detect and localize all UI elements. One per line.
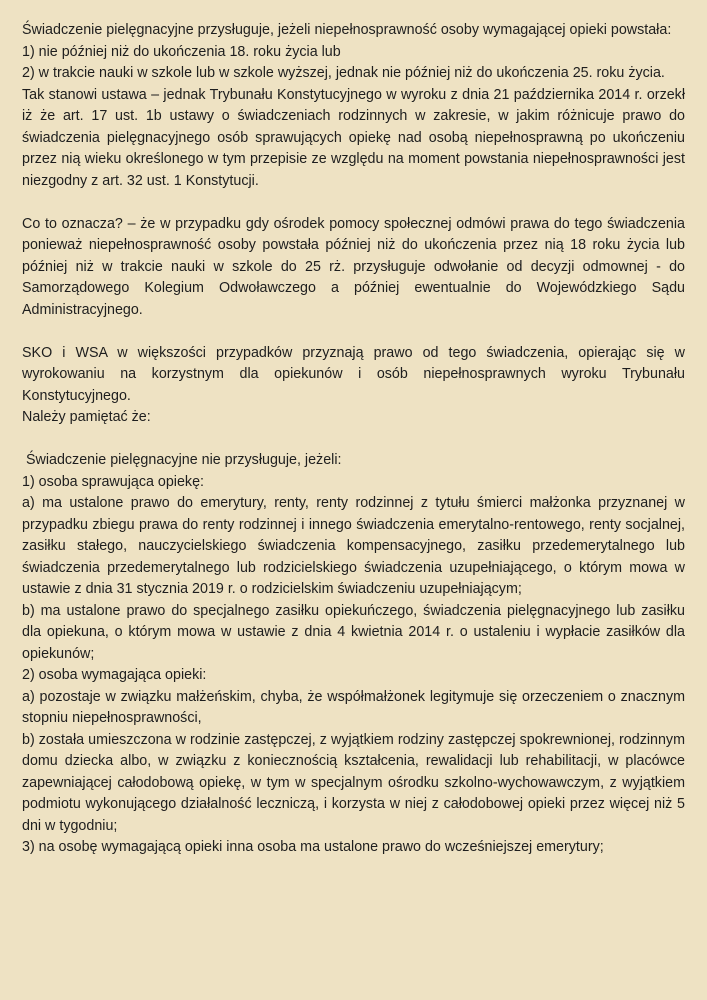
section4-item-3: 3) na osobę wymagającą opieki inna osoba ma ustalone prawo do wcześniejszej emerytury; [22, 839, 604, 855]
section1-ruling: Tak stanowi ustawa – jednak Trybunału Konstytucyjnego w wyroku z dnia 21 października 2014 r. orzekł iż że art. 17 ust. 1b ustawy o świadczeniach rodzinnych w zakresie, w jakim różnicuje prawo do świadczenia pielęgnacyjnego osób sprawujących opiekę nad osobą niepełnosprawną po ukończeniu przez nią wieku określonego w tym przepisie ze względu na moment powstania niepełnosprawności jest niezgodny z art. 32 ust. 1 Konstytucji. [22, 86, 685, 189]
section4-item-1b: b) ma ustalone prawo do specjalnego zasiłku opiekuńczego, świadczenia pielęgnacyjnego lub zasiłku dla opiekuna, o którym mowa w ustawie z dnia 4 kwietnia 2014 r. o ustaleniu i wypłacie zasiłków dla opiekunów; [22, 602, 685, 662]
section4-item-1: 1) osoba sprawująca opiekę: [22, 473, 204, 490]
section4-item-1a: a) ma ustalone prawo do emerytury, renty, renty rodzinnej z tytułu śmierci małżonka przyznanej w przypadku zbiegu prawa do renty rodzinnej i innego świadczenia emerytalno-rentowego, renty socjalnej, zasiłku stałego, nauczycielskiego świadczenia kompensacyjnego, zasiłku przedemerytalnego lub świadczenia przedemerytalnego lub rodzicielskiego świadczenia uzupełniającego, o którym mowa w ustawie z dnia 31 stycznia 2019 r. o rodzicielskim świadczeniu uzupełniającym; [22, 495, 685, 597]
section2-paragraph: Co to oznacza? – że w przypadku gdy ośrodek pomocy społecznej odmówi prawa do tego świadczenia ponieważ niepełnosprawność osoby powstała później niż do ukończenia przez nią 18 roku życia lub później niż w trakcie nauki w szkole do 25 rż. przysługuje odwołanie od decyzji odmownej - do Samorządowego Kolegium Odwoławczego a później ewentualnie do Wojewódzkiego Sądu Administracyjnego. [22, 215, 685, 318]
paragraph-spacer [22, 321, 685, 343]
section3-remember: Należy pamiętać że: [22, 409, 151, 425]
section3-paragraph: SKO i WSA w większości przypadków przyznają prawo od tego świadczenia, opierając się w wyrokowaniu na korzystnym dla opiekunów i osób niepełnosprawnych wyroku Trybunału Konstytucyjnego. [22, 344, 685, 404]
section1-item-1: 1) nie później niż do ukończenia 18. roku życia lub [22, 43, 341, 60]
section1-intro: Świadczenie pielęgnacyjne przysługuje, jeżeli niepełnosprawność osoby wymagającej opieki powstała: [22, 22, 672, 38]
section4-intro: Świadczenie pielęgnacyjne nie przysługuje, jeżeli: [22, 452, 342, 468]
paragraph-spacer [22, 429, 685, 451]
section4-item-2a: a) pozostaje w związku małżeńskim, chyba, że współmałżonek legitymuje się orzeczeniem o znacznym stopniu niepełnosprawności, [22, 688, 685, 726]
section4-item-2b: b) została umieszczona w rodzinie zastępczej, z wyjątkiem rodziny zastępczej spokrewnionej, rodzinnym domu dziecka albo, w związku z koniecznością kształcenia, rewalidacji lub rehabilitacji, w placówce zapewniającej całodobową opiekę, w tym w specjalnym ośrodku szkolno-wychowawczym, z wyjątkiem podmiotu wykonującego działalność leczniczą, i korzysta w niej z całodobowej opieki przez więcej niż 5 dni w tygodniu; [22, 731, 685, 834]
section1-item-2: 2) w trakcie nauki w szkole lub w szkole wyższej, jednak nie później niż do ukończenia 25. roku życia. [22, 65, 665, 81]
document-body [22, 20, 685, 859]
paragraph-spacer [22, 192, 685, 214]
section4-item-2: 2) osoba wymagająca opieki: [22, 667, 207, 683]
